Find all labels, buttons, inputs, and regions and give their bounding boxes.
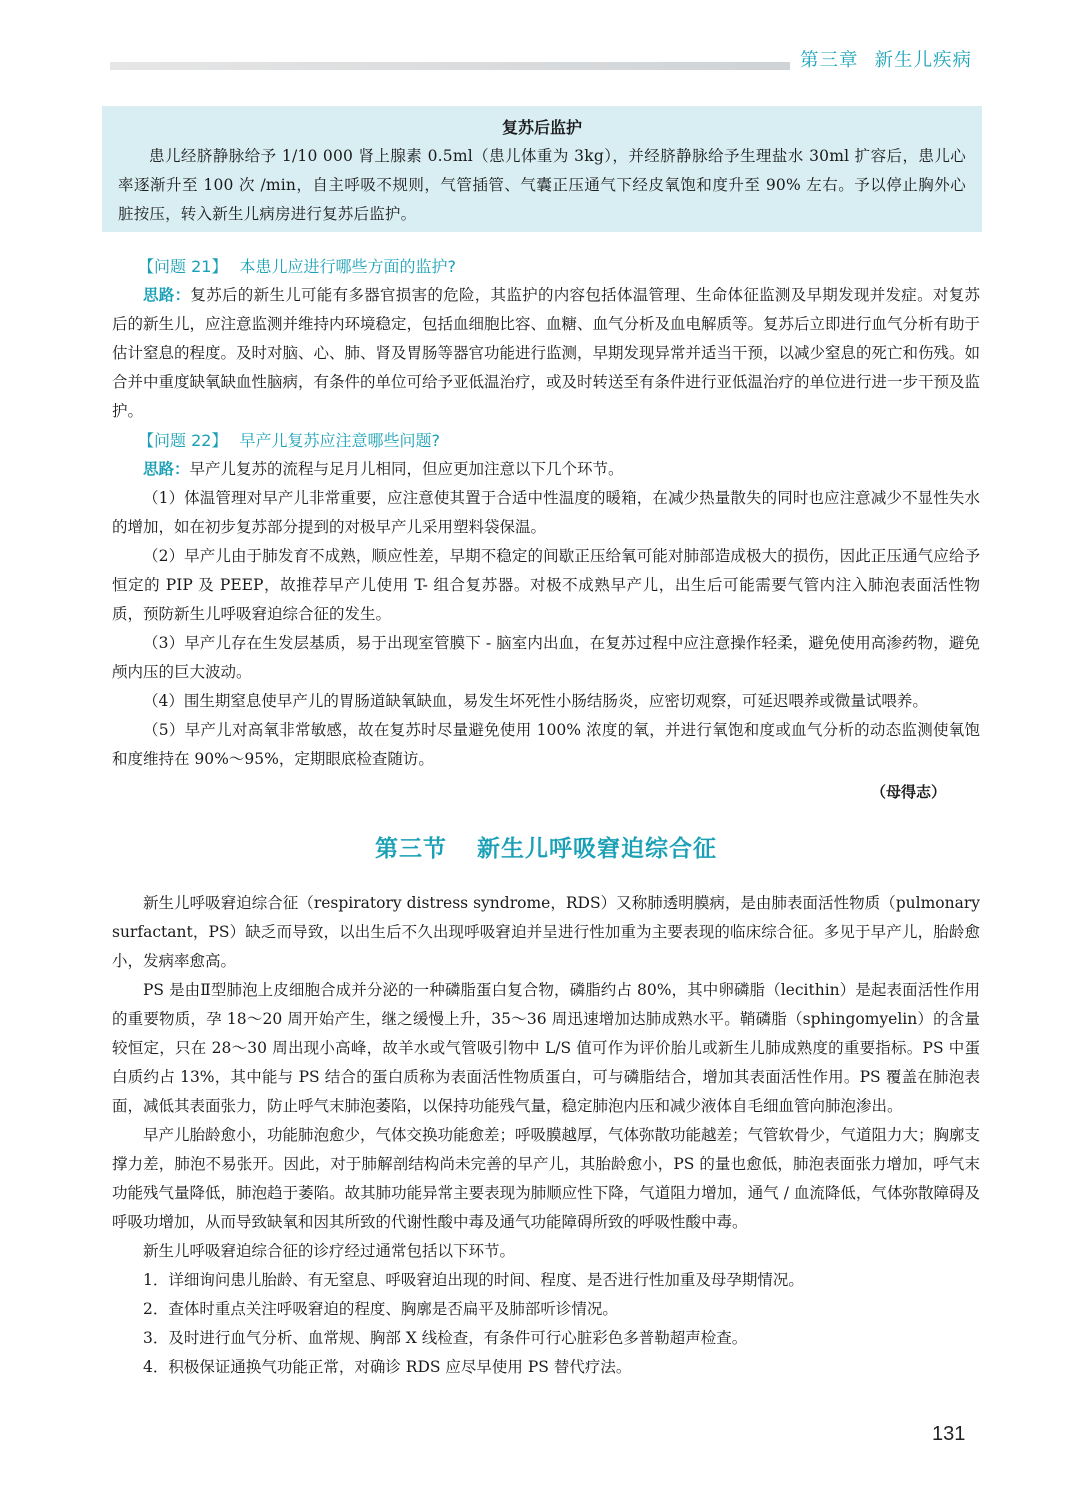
question-22-text: 早产儿复苏应注意哪些问题? [239,431,440,450]
approach-text: 早产儿复苏的流程与足月儿相同，但应更加注意以下几个环节。 [189,460,624,478]
body-paragraph: 新生儿呼吸窘迫综合征的诊疗经过通常包括以下环节。 [143,1242,516,1260]
question-21-text: 本患儿应进行哪些方面的监护? [239,257,456,276]
question-21 [112,252,980,281]
section-title [112,831,980,867]
chapter-number: 第三章 [800,50,859,71]
list-item: （4）围生期窒息使早产儿的胃肠道缺氧缺血，易发生坏死性小肠结肠炎，应密切观察，可延迟喂养或微量试喂养。 [143,692,928,710]
question-22-approach [112,455,980,484]
question-22-label: 【问题 22】 [138,431,228,450]
step-item: 3．及时进行血气分析、血常规、胸部 X 线检查，有条件可行心脏彩色多普勒超声检查。 [143,1329,748,1347]
step-item: 1．详细询问患儿胎龄、有无窒息、呼吸窘迫出现的时间、程度、是否进行性加重及母孕期情况。 [143,1271,804,1289]
list-item: （5）早产儿对高氧非常敏感，故在复苏时尽量避免使用 100% 浓度的氧，并进行氧饱和度或血气分析的动态监测使氧饱和度维持在 90%～95%，定期眼底检查随访。 [112,721,980,768]
step-item: 2．查体时重点关注呼吸窘迫的程度、胸廓是否扁平及肺部听诊情况。 [143,1300,618,1318]
question-22 [112,426,980,455]
body-paragraph: 早产儿胎龄愈小，功能肺泡愈少，气体交换功能愈差；呼吸膜越厚，气体弥散功能越差；气管软骨少，气道阻力大；胸廓支撑力差，肺泡不易张开。因此，对于肺解剖结构尚未完善的早产儿，其胎龄愈小，PS 的量也愈低，肺泡表面张力增加，呼气末功能残气量降低，肺泡趋于萎陷。故其肺功能异常主要表现为肺顺应性下降，气道阻力增加，通气 / 血流降低，气体弥散障碍及呼吸功增加，从而导致缺氧和因其所致的代谢性酸中毒及通气功能障碍所致的呼吸性酸中毒。 [112,1126,981,1231]
running-header [800,46,1000,72]
list-item: （3）早产儿存在生发层基质，易于出现室管膜下 - 脑室内出血，在复苏过程中应注意操作轻柔，避免使用高渗药物，避免颅内压的巨大波动。 [112,634,980,681]
list-item: （1）体温管理对早产儿非常重要，应注意使其置于合适中性温度的暖箱，在减少热量散失的同时也应注意减少不显性失水的增加，如在初步复苏部分提到的对极早产儿采用塑料袋保温。 [112,489,980,536]
list-item: （2）早产儿由于肺发育不成熟，顺应性差，早期不稳定的间歇正压给氧可能对肺部造成极大的损伤，因此正压通气应给予恒定的 PIP 及 PEEP，故推荐早产儿使用 T- 组合复苏器。对极不成熟早产儿，出生后可能需要气管内注入肺泡表面活性物质，预防新生儿呼吸窘迫综合征的发生。 [112,547,980,623]
body-paragraph: PS 是由Ⅱ型肺泡上皮细胞合成并分泌的一种磷脂蛋白复合物，磷脂约占 80%，其中卵磷脂（lecithin）是起表面活性作用的重要物质，孕 18～20 周开始产生，继之缓慢上升，35～36 周迅速增加达肺成熟水平。鞘磷脂（sphingomyelin）的含量较恒定，只在 28～30 周出现小高峰，故羊水或气管吸引物中 L/S 值可作为评价胎儿或新生儿肺成熟度的重要指标。PS 中蛋白质约占 13%，其中能与 PS 结合的蛋白质称为表面活性物质蛋白，可与磷脂结合，增加其表面活性作用。PS 覆盖在肺泡表面，减低其表面张力，防止呼气末肺泡萎陷，以保持功能残气量，稳定肺泡内压和减少液体自毛细血管向肺泡渗出。 [112,981,980,1115]
case-box [102,106,982,232]
approach-label: 思路： [143,460,190,478]
case-box-title: 复苏后监护 [501,118,582,137]
approach-label: 思路： [143,286,191,304]
body-paragraph: 新生儿呼吸窘迫综合征（respiratory distress syndrome，RDS）又称肺透明膜病，是由肺表面活性物质（pulmonary surfactant，PS）缺乏而导致，以出生后不久出现呼吸窘迫并呈进行性加重为主要表现的临床综合征。多见于早产儿，胎龄愈小，发病率愈高。 [112,894,980,970]
header-rule [110,62,790,70]
section-number: 第三节 [375,835,447,862]
step-item: 4．积极保证通换气功能正常，对确诊 RDS 应尽早使用 PS 替代疗法。 [143,1358,632,1376]
chapter-title: 新生儿疾病 [874,50,973,71]
approach-text: 复苏后的新生儿可能有多器官损害的危险，其监护的内容包括体温管理、生命体征监测及早期发现并发症。对复苏后的新生儿，应注意监测并维持内环境稳定，包括血细胞比容、血糖、血气分析及血电解质等。复苏后立即进行血气分析有助于估计窒息的程度。及时对脑、心、肺、肾及胃肠等器官功能进行监测，早期发现异常并适当干预，以减少窒息的死亡和伤残。如合并中重度缺氧缺血性脑病，有条件的单位可给予亚低温治疗，或及时转送至有条件进行亚低温治疗的单位进行进一步干预及监护。 [112,286,981,420]
page-number: 131 [932,1423,966,1445]
author-attribution: （母得志） [870,783,946,801]
page-content [112,252,980,1382]
section-name: 新生儿呼吸窘迫综合征 [477,835,717,862]
case-box-text: 患儿经脐静脉给予 1/10 000 肾上腺素 0.5ml（患儿体重为 3kg），并经脐静脉给予生理盐水 30ml 扩容后，患儿心率逐渐升至 100 次 /min，自主呼吸不规则，气管插管、气囊正压通气下经皮氧饱和度升至 90% 左右。予以停止胸外心脏按压，转入新生儿病房进行复苏后监护。 [118,147,966,223]
question-21-approach [112,281,980,426]
question-21-label: 【问题 21】 [138,257,228,276]
